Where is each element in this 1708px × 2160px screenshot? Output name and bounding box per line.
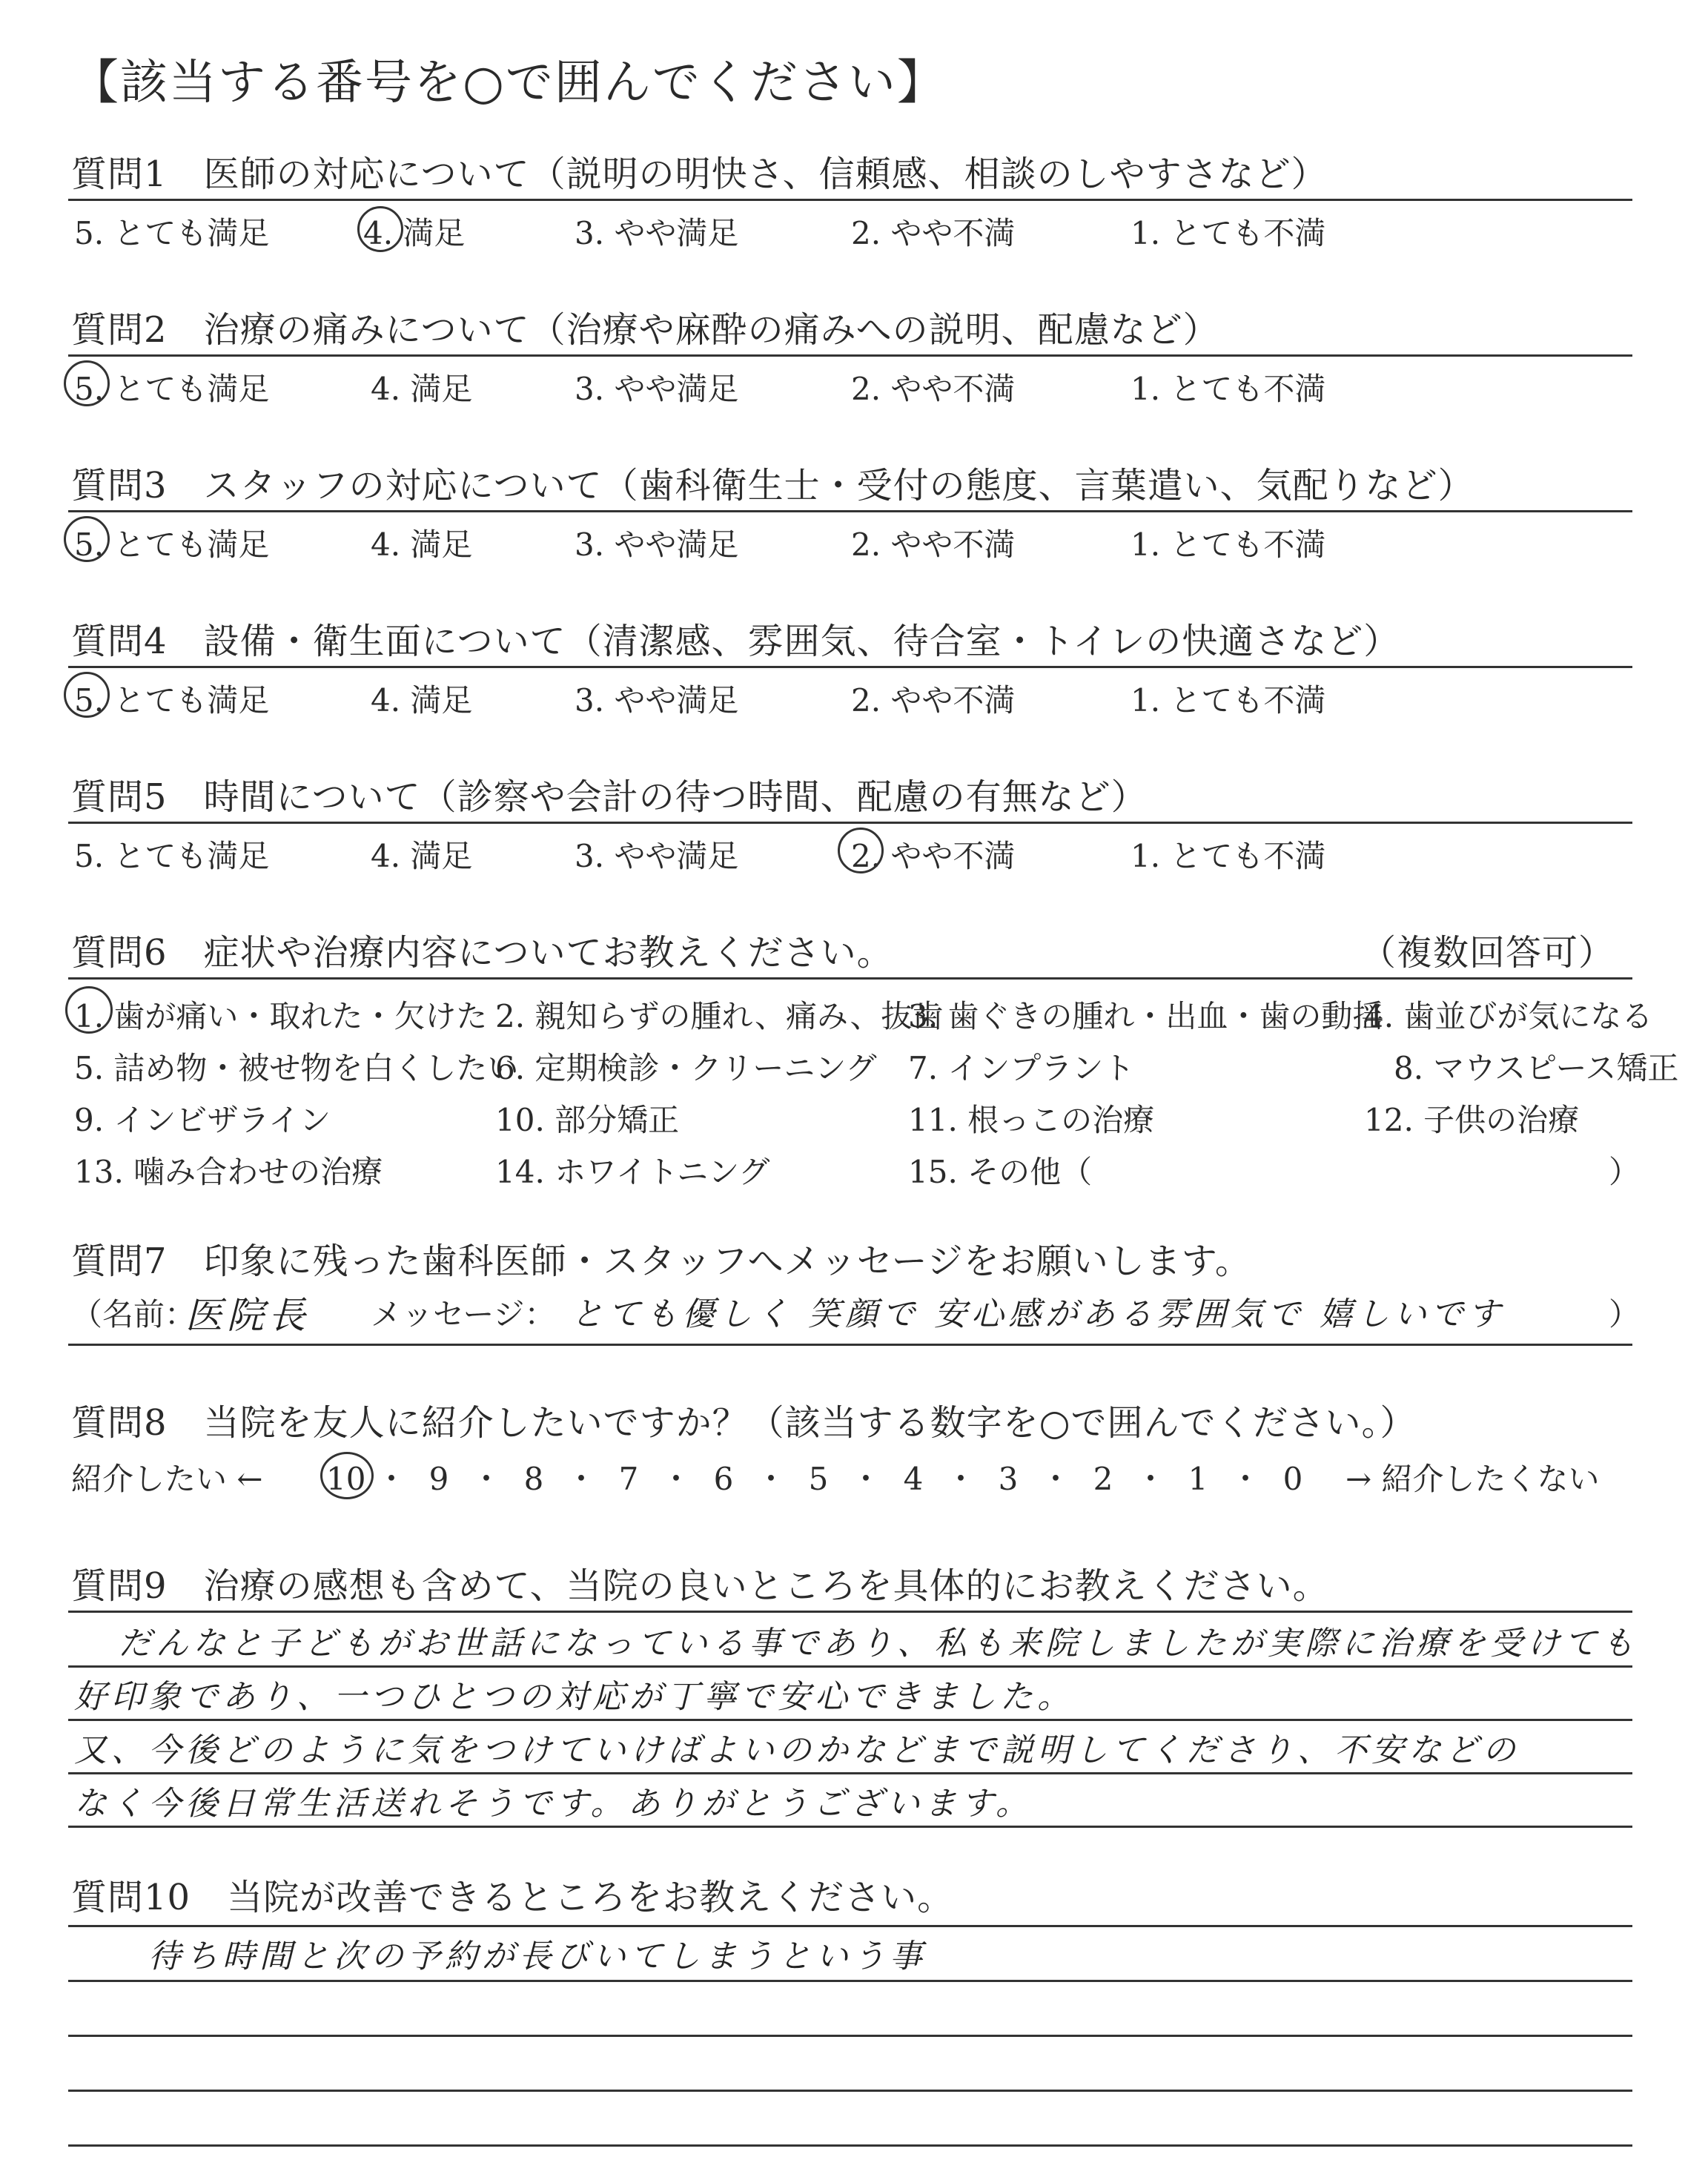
scale-separator: ・ (944, 1461, 976, 1497)
question-text: 症状や治療内容についてお教えください。 (203, 932, 893, 974)
selection-circle (65, 986, 113, 1034)
question-label: 質問5 (71, 776, 168, 818)
q6-item[interactable]: 13. 噛み合わせの治療 (74, 1154, 383, 1190)
question-10 (71, 1869, 953, 1920)
q5-option-3[interactable]: 3. やや満足 (575, 838, 739, 874)
page-title: 【該当する番号を○で囲んでください】 (71, 56, 946, 110)
question-text: スタッフの対応について（歯科衛生士・受付の態度、言葉遣い、気配りなど） (203, 465, 1474, 506)
recommend-score-6[interactable]: 6 (713, 1461, 734, 1497)
question-text: 医師の対応について（説明の明快さ、信頼感、相談のしやすさなど） (203, 153, 1328, 195)
answer-line[interactable]: なく今後日常生活送れそうです。ありがとうございます。 (74, 1785, 1033, 1823)
scale-separator: ・ (1039, 1461, 1071, 1497)
q6-item[interactable]: 7. インプラント (908, 1050, 1135, 1086)
q6-item[interactable]: 9. インビザライン (74, 1102, 331, 1138)
scale-separator: ・ (850, 1461, 881, 1497)
question-6 (71, 924, 893, 975)
message-close: ） (1609, 1296, 1641, 1332)
q2-option-3[interactable]: 3. やや満足 (575, 371, 739, 407)
q6-other-close: ） (1609, 1154, 1641, 1190)
name-value[interactable]: 医院長 (185, 1294, 310, 1337)
selection-circle (357, 206, 403, 252)
scale-separator: ・ (565, 1461, 597, 1497)
q1-option-2[interactable]: 2. やや不満 (851, 215, 1016, 251)
question-7 (71, 1232, 1251, 1284)
question-label: 質問3 (71, 465, 168, 506)
q6-item[interactable]: 4. 歯並びが気になる (1364, 998, 1653, 1034)
recommend-right-label: → 紹介したくない (1345, 1461, 1600, 1497)
recommend-scale[interactable] (326, 1455, 1311, 1499)
question-4 (71, 612, 1400, 664)
divider (68, 199, 1632, 201)
q6-item[interactable]: 5. 詰め物・被せ物を白くしたい (74, 1050, 519, 1086)
divider (68, 822, 1632, 824)
question-text: 治療の痛みについて（治療や麻酔の痛みへの説明、配慮など） (203, 309, 1219, 351)
q5-option-4[interactable]: 4. 満足 (371, 838, 473, 874)
recommend-score-10[interactable]: 10 (326, 1461, 366, 1497)
recommend-score-2[interactable]: 2 (1093, 1461, 1113, 1497)
question-label: 質問2 (71, 309, 168, 351)
recommend-score-4[interactable]: 4 (903, 1461, 924, 1497)
q5-option-2[interactable]: 2. やや不満 (851, 838, 1016, 874)
q6-item[interactable]: 10. 部分矯正 (495, 1102, 680, 1138)
q1-option-5[interactable]: 5. とても満足 (74, 215, 270, 251)
selection-circle (64, 360, 110, 406)
divider (68, 2090, 1632, 2092)
q1-option-3[interactable]: 3. やや満足 (575, 215, 739, 251)
question-text: 時間について（診察や会計の待つ時間、配慮の有無など） (203, 776, 1148, 818)
recommend-score-5[interactable]: 5 (808, 1461, 829, 1497)
question-label: 質問6 (71, 932, 168, 974)
q6-item[interactable]: 6. 定期検診・クリーニング (495, 1050, 877, 1086)
q2-option-5[interactable]: 5. とても満足 (74, 371, 270, 407)
scale-separator: ・ (1134, 1461, 1166, 1497)
question-text: 設備・衛生面について（清潔感、雰囲気、待合室・トイレの快適さなど） (203, 621, 1400, 662)
q4-option-4[interactable]: 4. 満足 (371, 682, 473, 719)
divider (68, 666, 1632, 668)
recommend-score-0[interactable]: 0 (1282, 1461, 1303, 1497)
answer-line[interactable]: 又、今後どのように気をつけていけばよいのかなどまで説明してくださり、不安などの (74, 1731, 1520, 1769)
scale-separator: ・ (470, 1461, 502, 1497)
q3-option-3[interactable]: 3. やや満足 (575, 526, 739, 563)
answer-line[interactable]: 好印象であり、一つひとつの対応が丁寧で安心できました。 (74, 1678, 1075, 1716)
recommend-score-9[interactable]: 9 (428, 1461, 449, 1497)
divider (68, 1980, 1632, 1982)
question-5 (71, 768, 1148, 819)
question-label: 質問7 (71, 1241, 168, 1282)
answer-line[interactable]: だんなと子どもがお世話になっている事であり、私も来院しましたが実際に治療を受けても (119, 1625, 1638, 1662)
question-8 (71, 1394, 1416, 1445)
q4-option-1[interactable]: 1. とても不満 (1131, 682, 1326, 719)
question-label: 質問1 (71, 153, 168, 195)
recommend-score-8[interactable]: 8 (523, 1461, 544, 1497)
divider (68, 1826, 1632, 1828)
recommend-score-1[interactable]: 1 (1188, 1461, 1208, 1497)
q1-option-1[interactable]: 1. とても不満 (1131, 215, 1326, 251)
q6-item[interactable]: 14. ホワイトニング (495, 1154, 770, 1190)
q6-item[interactable]: 1. 歯が痛い・取れた・欠けた (74, 998, 488, 1034)
divider (68, 1611, 1632, 1613)
q4-option-5[interactable]: 5. とても満足 (74, 682, 270, 719)
divider (68, 1925, 1632, 1927)
q4-option-2[interactable]: 2. やや不満 (851, 682, 1016, 719)
divider (68, 2144, 1632, 2147)
q1-option-4[interactable]: 4. 満足 (363, 215, 466, 251)
divider (68, 354, 1632, 357)
q3-option-4[interactable]: 4. 満足 (371, 526, 473, 563)
q6-item[interactable]: 8. マウスピース矯正 (1394, 1050, 1679, 1086)
q5-option-5[interactable]: 5. とても満足 (74, 838, 270, 874)
q4-option-3[interactable]: 3. やや満足 (575, 682, 739, 719)
scale-separator: ・ (375, 1461, 407, 1497)
recommend-score-7[interactable]: 7 (618, 1461, 639, 1497)
question-9 (71, 1557, 1329, 1608)
question-text: 印象に残った歯科医師・スタッフへメッセージをお願いします。 (203, 1241, 1251, 1282)
message-label: メッセージ： (371, 1296, 556, 1332)
q6-item[interactable]: 11. 根っこの治療 (908, 1102, 1155, 1138)
selection-circle (64, 672, 110, 718)
recommend-left-label: 紹介したい ← (71, 1461, 263, 1497)
scale-separator: ・ (660, 1461, 692, 1497)
q2-option-2[interactable]: 2. やや不満 (851, 371, 1016, 407)
q2-option-4[interactable]: 4. 満足 (371, 371, 473, 407)
q6-item[interactable]: 15. その他（ (908, 1154, 1093, 1190)
answer-line[interactable]: 待ち時間と次の予約が長びいてしまうという事 (148, 1938, 927, 1975)
divider (68, 1719, 1632, 1721)
question-label: 質問4 (71, 621, 168, 662)
divider (68, 1344, 1632, 1346)
scale-separator: ・ (1229, 1461, 1261, 1497)
divider (68, 1665, 1632, 1668)
selection-circle (64, 516, 110, 562)
question-3 (71, 457, 1474, 508)
multiple-answers-note: （複数回答可） (1360, 932, 1615, 974)
message-value[interactable]: とても優しく 笑顔で 安心感がある雰囲気で 嬉しいです (571, 1295, 1505, 1333)
selection-circle (320, 1452, 374, 1499)
divider (68, 2035, 1632, 2037)
selection-circle (838, 828, 884, 873)
scale-separator: ・ (755, 1461, 787, 1497)
question-text: 当院が改善できるところをお教えください。 (227, 1877, 954, 1918)
question-label: 質問9 (71, 1565, 168, 1607)
divider (68, 977, 1632, 980)
question-1 (71, 145, 1328, 196)
divider (68, 1772, 1632, 1774)
q3-option-1[interactable]: 1. とても不満 (1131, 526, 1326, 563)
q2-option-1[interactable]: 1. とても不満 (1131, 371, 1326, 407)
name-label: （名前： (71, 1296, 196, 1332)
q6-item[interactable]: 3. 歯ぐきの腫れ・出血・歯の動揺 (908, 998, 1384, 1034)
question-2 (71, 301, 1219, 352)
q5-option-1[interactable]: 1. とても不満 (1131, 838, 1326, 874)
recommend-score-3[interactable]: 3 (998, 1461, 1019, 1497)
q3-option-2[interactable]: 2. やや不満 (851, 526, 1016, 563)
question-text: 当院を友人に紹介したいですか？（該当する数字を○で囲んでください。） (203, 1402, 1417, 1444)
q6-item[interactable]: 2. 親知らずの腫れ、痛み、抜歯 (495, 998, 944, 1034)
divider (68, 510, 1632, 512)
q3-option-5[interactable]: 5. とても満足 (74, 526, 270, 563)
question-text: 治療の感想も含めて、当院の良いところを具体的にお教えください。 (203, 1565, 1329, 1607)
question-label: 質問8 (71, 1402, 168, 1444)
q6-item[interactable]: 12. 子供の治療 (1364, 1102, 1580, 1138)
question-label: 質問10 (71, 1877, 191, 1918)
